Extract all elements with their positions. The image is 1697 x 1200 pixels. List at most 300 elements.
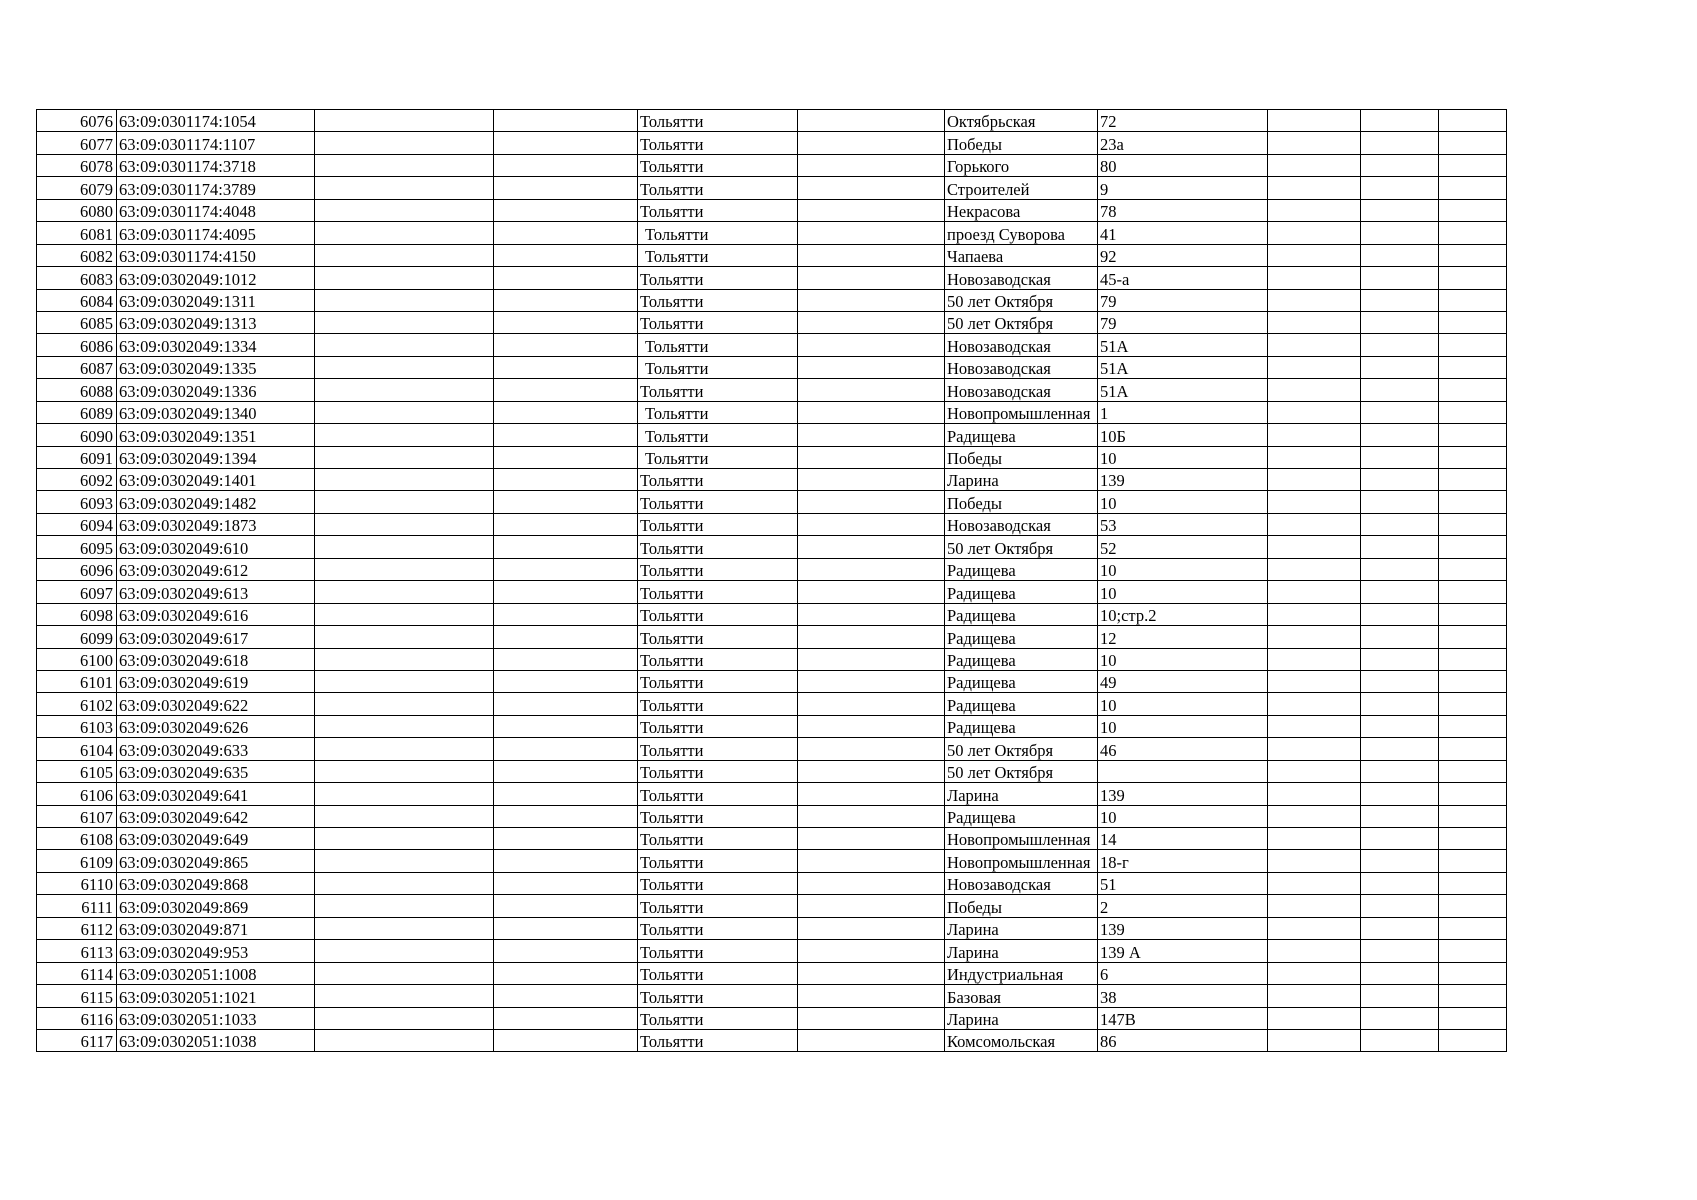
- empty-cell: [315, 154, 494, 176]
- empty-cell: [494, 850, 638, 872]
- city-cell: Тольятти: [638, 491, 798, 513]
- city-cell: Тольятти: [638, 648, 798, 670]
- empty-cell: [1268, 760, 1361, 782]
- empty-cell: [1361, 334, 1439, 356]
- house-cell: 78: [1098, 199, 1268, 221]
- empty-cell: [315, 244, 494, 266]
- cadastral-number: 63:09:0302049:613: [117, 581, 315, 603]
- house-cell: 38: [1098, 985, 1268, 1007]
- table-row: [37, 244, 1586, 266]
- city-cell: Тольятти: [638, 469, 798, 491]
- empty-cell: [1439, 828, 1507, 850]
- empty-cell: [798, 985, 945, 1007]
- empty-cell: [494, 491, 638, 513]
- empty-cell: [315, 760, 494, 782]
- cadastral-number: 63:09:0302049:618: [117, 648, 315, 670]
- house-cell: 51А: [1098, 379, 1268, 401]
- cadastral-number: 63:09:0301174:4095: [117, 222, 315, 244]
- empty-cell: [1268, 805, 1361, 827]
- city-cell: Тольятти: [638, 154, 798, 176]
- table-row: [37, 895, 1586, 917]
- empty-cell: [1361, 670, 1439, 692]
- empty-cell: [1361, 379, 1439, 401]
- empty-cell: [494, 670, 638, 692]
- empty-cell: [1268, 895, 1361, 917]
- cadastral-number: 63:09:0301174:1054: [117, 110, 315, 132]
- empty-cell: [315, 693, 494, 715]
- empty-cell: [494, 738, 638, 760]
- empty-cell: [494, 401, 638, 423]
- street-cell: Радищева: [945, 715, 1098, 737]
- empty-cell: [1268, 872, 1361, 894]
- empty-cell: [1439, 895, 1507, 917]
- empty-cell: [494, 872, 638, 894]
- row-number: 6080: [37, 199, 117, 221]
- row-number: 6107: [37, 805, 117, 827]
- house-cell: 10Б: [1098, 424, 1268, 446]
- empty-cell: [1268, 244, 1361, 266]
- empty-cell: [1439, 940, 1507, 962]
- cadastral-number: 63:09:0302049:1311: [117, 289, 315, 311]
- empty-cell: [1439, 558, 1507, 580]
- cadastral-number: 63:09:0302049:1394: [117, 446, 315, 468]
- empty-cell: [798, 940, 945, 962]
- cadastral-number: 63:09:0302049:1401: [117, 469, 315, 491]
- house-cell: 10: [1098, 693, 1268, 715]
- street-cell: Новозаводская: [945, 334, 1098, 356]
- street-cell: Радищева: [945, 670, 1098, 692]
- empty-cell: [1361, 805, 1439, 827]
- row-number: 6096: [37, 558, 117, 580]
- empty-cell: [1439, 805, 1507, 827]
- city-cell: Тольятти: [638, 962, 798, 984]
- empty-cell: [494, 895, 638, 917]
- street-cell: Радищева: [945, 581, 1098, 603]
- table-row: [37, 850, 1586, 872]
- house-cell: 41: [1098, 222, 1268, 244]
- empty-cell: [315, 805, 494, 827]
- city-cell: Тольятти: [638, 626, 798, 648]
- row-number: 6076: [37, 110, 117, 132]
- empty-cell: [315, 513, 494, 535]
- row-number: 6099: [37, 626, 117, 648]
- street-cell: Радищева: [945, 805, 1098, 827]
- street-cell: Ларина: [945, 917, 1098, 939]
- street-cell: проезд Суворова: [945, 222, 1098, 244]
- city-cell: Тольятти: [638, 289, 798, 311]
- empty-cell: [1268, 940, 1361, 962]
- cadastral-number: 63:09:0301174:4150: [117, 244, 315, 266]
- city-cell: Тольятти: [638, 513, 798, 535]
- house-cell: 51: [1098, 872, 1268, 894]
- city-cell: Тольятти: [638, 693, 798, 715]
- empty-cell: [1439, 648, 1507, 670]
- empty-cell: [315, 267, 494, 289]
- empty-cell: [798, 491, 945, 513]
- empty-cell: [798, 267, 945, 289]
- table-row: [37, 603, 1586, 625]
- city-cell: Тольятти: [638, 558, 798, 580]
- empty-cell: [1268, 177, 1361, 199]
- empty-cell: [315, 401, 494, 423]
- empty-cell: [798, 379, 945, 401]
- table-row: [37, 491, 1586, 513]
- table-row: [37, 1029, 1586, 1051]
- empty-cell: [1439, 356, 1507, 378]
- table-row: [37, 132, 1586, 154]
- empty-cell: [798, 356, 945, 378]
- empty-cell: [1268, 110, 1361, 132]
- empty-cell: [1268, 491, 1361, 513]
- empty-cell: [494, 513, 638, 535]
- empty-cell: [1361, 424, 1439, 446]
- empty-cell: [1439, 693, 1507, 715]
- city-cell: Тольятти: [638, 177, 798, 199]
- row-number: 6115: [37, 985, 117, 1007]
- empty-cell: [798, 828, 945, 850]
- empty-cell: [1439, 783, 1507, 805]
- city-cell: Тольятти: [638, 244, 798, 266]
- street-cell: Радищева: [945, 693, 1098, 715]
- row-number: 6103: [37, 715, 117, 737]
- row-number: 6113: [37, 940, 117, 962]
- table-row: [37, 424, 1586, 446]
- row-number: 6109: [37, 850, 117, 872]
- empty-cell: [1268, 581, 1361, 603]
- empty-cell: [1439, 581, 1507, 603]
- empty-cell: [1361, 289, 1439, 311]
- empty-cell: [315, 199, 494, 221]
- cadastral-number: 63:09:0302049:642: [117, 805, 315, 827]
- house-cell: [1098, 760, 1268, 782]
- empty-cell: [494, 940, 638, 962]
- empty-cell: [1268, 513, 1361, 535]
- row-number: 6092: [37, 469, 117, 491]
- cadastral-number: 63:09:0302049:1873: [117, 513, 315, 535]
- row-number: 6088: [37, 379, 117, 401]
- empty-cell: [798, 311, 945, 333]
- empty-cell: [1361, 1029, 1439, 1051]
- cadastral-number: 63:09:0301174:4048: [117, 199, 315, 221]
- empty-cell: [798, 693, 945, 715]
- city-cell: Тольятти: [638, 132, 798, 154]
- street-cell: Новозаводская: [945, 872, 1098, 894]
- house-cell: 10: [1098, 491, 1268, 513]
- house-cell: 10: [1098, 558, 1268, 580]
- empty-cell: [1439, 379, 1507, 401]
- empty-cell: [798, 962, 945, 984]
- cadastral-number: 63:09:0302049:612: [117, 558, 315, 580]
- empty-cell: [798, 872, 945, 894]
- city-cell: Тольятти: [638, 917, 798, 939]
- empty-cell: [494, 581, 638, 603]
- cadastral-number: 63:09:0302049:865: [117, 850, 315, 872]
- table-row: [37, 401, 1586, 423]
- empty-cell: [1361, 132, 1439, 154]
- house-cell: 14: [1098, 828, 1268, 850]
- street-cell: Радищева: [945, 603, 1098, 625]
- cadastral-number: 63:09:0302049:871: [117, 917, 315, 939]
- empty-cell: [1268, 850, 1361, 872]
- street-cell: Радищева: [945, 648, 1098, 670]
- empty-cell: [1439, 177, 1507, 199]
- row-number: 6116: [37, 1007, 117, 1029]
- empty-cell: [315, 311, 494, 333]
- empty-cell: [1361, 110, 1439, 132]
- row-number: 6093: [37, 491, 117, 513]
- empty-cell: [494, 805, 638, 827]
- empty-cell: [798, 581, 945, 603]
- empty-cell: [1439, 334, 1507, 356]
- empty-cell: [798, 289, 945, 311]
- row-number: 6094: [37, 513, 117, 535]
- empty-cell: [494, 828, 638, 850]
- empty-cell: [798, 334, 945, 356]
- street-cell: Индустриальная: [945, 962, 1098, 984]
- empty-cell: [1361, 581, 1439, 603]
- empty-cell: [1439, 154, 1507, 176]
- table-row: [37, 513, 1586, 535]
- empty-cell: [798, 917, 945, 939]
- row-number: 6117: [37, 1029, 117, 1051]
- house-cell: 51А: [1098, 334, 1268, 356]
- table-row: [37, 289, 1586, 311]
- empty-cell: [1361, 828, 1439, 850]
- empty-cell: [798, 536, 945, 558]
- cadastral-number: 63:09:0301174:3718: [117, 154, 315, 176]
- cadastral-number: 63:09:0302049:1313: [117, 311, 315, 333]
- empty-cell: [1439, 715, 1507, 737]
- table-row: [37, 828, 1586, 850]
- empty-cell: [1439, 536, 1507, 558]
- cadastral-number: 63:09:0302049:1351: [117, 424, 315, 446]
- empty-cell: [1361, 715, 1439, 737]
- empty-cell: [1439, 850, 1507, 872]
- table-row: [37, 334, 1586, 356]
- empty-cell: [1439, 110, 1507, 132]
- cadastral-number: 63:09:0302049:1012: [117, 267, 315, 289]
- empty-cell: [1268, 356, 1361, 378]
- empty-cell: [1361, 648, 1439, 670]
- street-cell: Новозаводская: [945, 513, 1098, 535]
- empty-cell: [1268, 446, 1361, 468]
- empty-cell: [1361, 693, 1439, 715]
- empty-cell: [1361, 760, 1439, 782]
- empty-cell: [798, 738, 945, 760]
- cadastral-number: 63:09:0302049:1335: [117, 356, 315, 378]
- empty-cell: [1268, 132, 1361, 154]
- house-cell: 92: [1098, 244, 1268, 266]
- house-cell: 147В: [1098, 1007, 1268, 1029]
- row-number: 6111: [37, 895, 117, 917]
- empty-cell: [1268, 1029, 1361, 1051]
- empty-cell: [315, 917, 494, 939]
- empty-cell: [494, 334, 638, 356]
- house-cell: 10: [1098, 805, 1268, 827]
- city-cell: Тольятти: [638, 222, 798, 244]
- table-row: [37, 693, 1586, 715]
- city-cell: Тольятти: [638, 1007, 798, 1029]
- empty-cell: [798, 222, 945, 244]
- empty-cell: [1439, 491, 1507, 513]
- table-row: [37, 670, 1586, 692]
- street-cell: Радищева: [945, 558, 1098, 580]
- empty-cell: [315, 379, 494, 401]
- empty-cell: [1268, 693, 1361, 715]
- empty-cell: [1439, 1007, 1507, 1029]
- empty-cell: [1268, 536, 1361, 558]
- house-cell: 10: [1098, 581, 1268, 603]
- empty-cell: [315, 581, 494, 603]
- house-cell: 79: [1098, 311, 1268, 333]
- table-row: [37, 446, 1586, 468]
- empty-cell: [1361, 401, 1439, 423]
- empty-cell: [494, 446, 638, 468]
- empty-cell: [1439, 244, 1507, 266]
- street-cell: Строителей: [945, 177, 1098, 199]
- empty-cell: [1439, 962, 1507, 984]
- empty-cell: [1268, 917, 1361, 939]
- cadastral-number: 63:09:0302049:616: [117, 603, 315, 625]
- empty-cell: [1439, 222, 1507, 244]
- empty-cell: [494, 693, 638, 715]
- empty-cell: [494, 917, 638, 939]
- street-cell: Победы: [945, 895, 1098, 917]
- empty-cell: [315, 110, 494, 132]
- house-cell: 52: [1098, 536, 1268, 558]
- empty-cell: [494, 356, 638, 378]
- empty-cell: [315, 940, 494, 962]
- empty-cell: [1361, 850, 1439, 872]
- empty-cell: [1268, 558, 1361, 580]
- cadastral-number: 63:09:0302049:1336: [117, 379, 315, 401]
- cadastral-number: 63:09:0302049:953: [117, 940, 315, 962]
- street-cell: Ларина: [945, 940, 1098, 962]
- empty-cell: [494, 985, 638, 1007]
- house-cell: 23а: [1098, 132, 1268, 154]
- cadastral-number: 63:09:0302049:641: [117, 783, 315, 805]
- house-cell: 6: [1098, 962, 1268, 984]
- empty-cell: [1361, 244, 1439, 266]
- city-cell: Тольятти: [638, 311, 798, 333]
- empty-cell: [1439, 401, 1507, 423]
- empty-cell: [1361, 199, 1439, 221]
- city-cell: Тольятти: [638, 828, 798, 850]
- empty-cell: [1361, 940, 1439, 962]
- empty-cell: [798, 132, 945, 154]
- street-cell: 50 лет Октября: [945, 536, 1098, 558]
- empty-cell: [1268, 222, 1361, 244]
- empty-cell: [798, 401, 945, 423]
- empty-cell: [798, 626, 945, 648]
- cadastral-number: 63:09:0302049:633: [117, 738, 315, 760]
- row-number: 6108: [37, 828, 117, 850]
- city-cell: Тольятти: [638, 760, 798, 782]
- street-cell: Новопромышленная: [945, 828, 1098, 850]
- table-row: [37, 805, 1586, 827]
- empty-cell: [494, 469, 638, 491]
- row-number: 6095: [37, 536, 117, 558]
- empty-cell: [494, 962, 638, 984]
- street-cell: Ларина: [945, 469, 1098, 491]
- cadastral-number: 63:09:0302049:626: [117, 715, 315, 737]
- empty-cell: [1439, 872, 1507, 894]
- empty-cell: [1361, 558, 1439, 580]
- empty-cell: [1268, 334, 1361, 356]
- table-row: [37, 783, 1586, 805]
- empty-cell: [1268, 715, 1361, 737]
- row-number: 6081: [37, 222, 117, 244]
- row-number: 6097: [37, 581, 117, 603]
- row-number: 6089: [37, 401, 117, 423]
- empty-cell: [1439, 1029, 1507, 1051]
- table-row: [37, 962, 1586, 984]
- row-number: 6110: [37, 872, 117, 894]
- empty-cell: [1361, 1007, 1439, 1029]
- city-cell: Тольятти: [638, 424, 798, 446]
- street-cell: Ларина: [945, 1007, 1098, 1029]
- empty-cell: [798, 895, 945, 917]
- table-row: [37, 1007, 1586, 1029]
- empty-cell: [494, 110, 638, 132]
- row-number: 6104: [37, 738, 117, 760]
- empty-cell: [1361, 985, 1439, 1007]
- row-number: 6114: [37, 962, 117, 984]
- empty-cell: [798, 760, 945, 782]
- empty-cell: [798, 154, 945, 176]
- street-cell: Радищева: [945, 424, 1098, 446]
- empty-cell: [315, 356, 494, 378]
- row-number: 6112: [37, 917, 117, 939]
- city-cell: Тольятти: [638, 805, 798, 827]
- street-cell: Новозаводская: [945, 267, 1098, 289]
- empty-cell: [315, 850, 494, 872]
- empty-cell: [315, 648, 494, 670]
- street-cell: Радищева: [945, 626, 1098, 648]
- table-row: [37, 177, 1586, 199]
- empty-cell: [798, 1007, 945, 1029]
- house-cell: 139 А: [1098, 940, 1268, 962]
- house-cell: 12: [1098, 626, 1268, 648]
- empty-cell: [1361, 917, 1439, 939]
- empty-cell: [494, 783, 638, 805]
- city-cell: Тольятти: [638, 738, 798, 760]
- empty-cell: [1439, 424, 1507, 446]
- city-cell: Тольятти: [638, 379, 798, 401]
- cadastral-number: 63:09:0301174:1107: [117, 132, 315, 154]
- empty-cell: [1439, 469, 1507, 491]
- house-cell: 2: [1098, 895, 1268, 917]
- empty-cell: [1361, 267, 1439, 289]
- city-cell: Тольятти: [638, 985, 798, 1007]
- cadastral-number: 63:09:0302049:635: [117, 760, 315, 782]
- cadastral-number: 63:09:0302049:617: [117, 626, 315, 648]
- row-number: 6085: [37, 311, 117, 333]
- empty-cell: [315, 828, 494, 850]
- street-cell: Победы: [945, 132, 1098, 154]
- empty-cell: [1268, 401, 1361, 423]
- cadastral-number: 63:09:0302049:1482: [117, 491, 315, 513]
- cadastral-number: 63:09:0302051:1021: [117, 985, 315, 1007]
- street-cell: Новозаводская: [945, 356, 1098, 378]
- house-cell: 9: [1098, 177, 1268, 199]
- empty-cell: [315, 222, 494, 244]
- empty-cell: [798, 446, 945, 468]
- street-cell: 50 лет Октября: [945, 289, 1098, 311]
- empty-cell: [315, 289, 494, 311]
- street-cell: Новопромышленная: [945, 401, 1098, 423]
- empty-cell: [1268, 603, 1361, 625]
